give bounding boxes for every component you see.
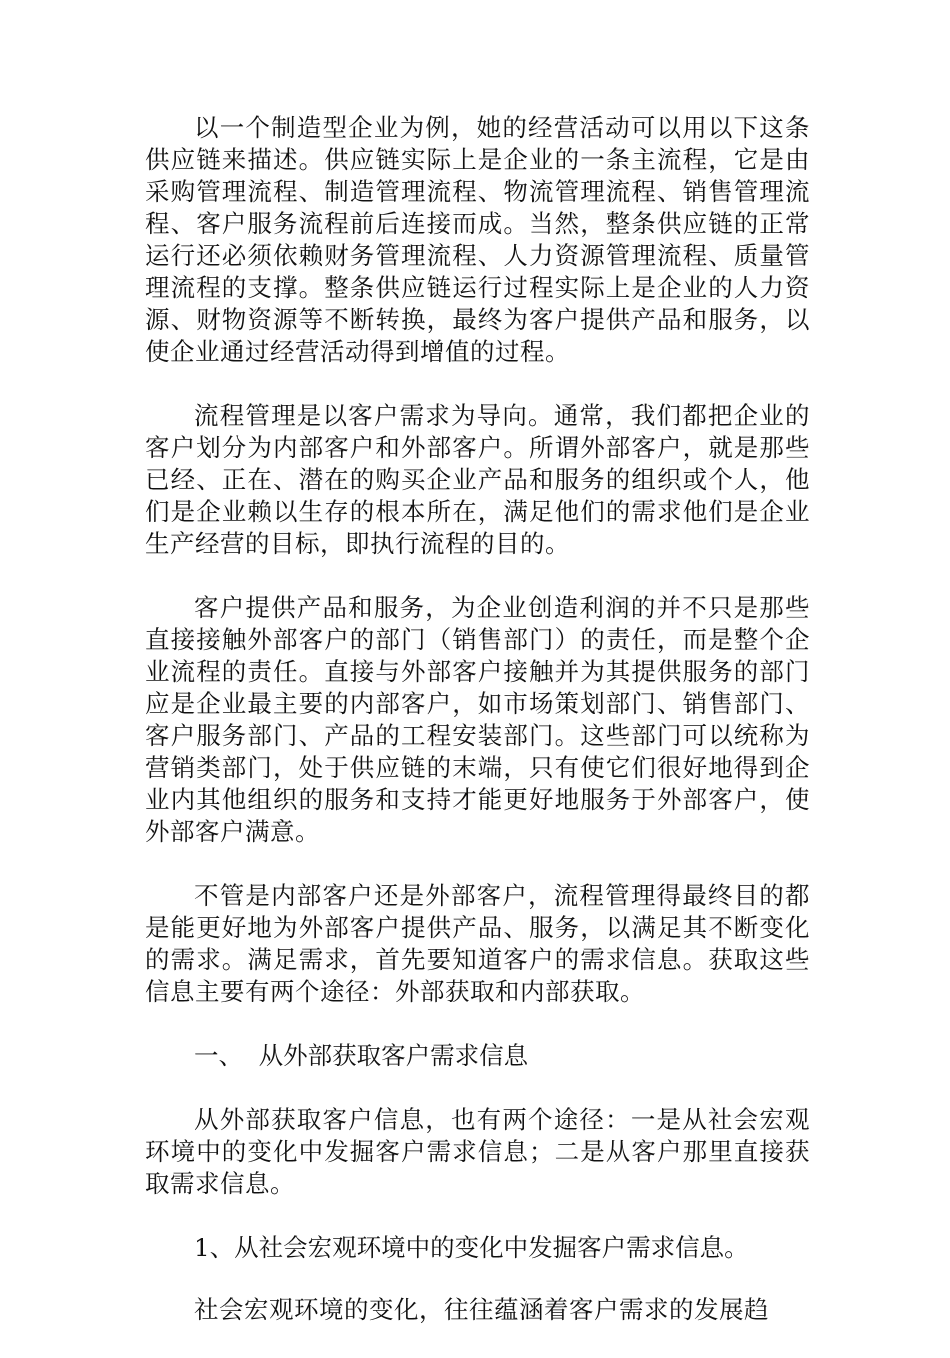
section-heading-external: 一、 从外部获取客户需求信息 <box>194 1041 529 1070</box>
paragraph-supply-chain: 以一个制造型企业为例，她的经营活动可以用以下这条供应链来描述。供应链实际上是企业的一条主流程，它是由采购管理流程、制造管理流程、物流管理流程、销售管理流程、客户服务流程前后连接而成。当然，整条供应链的正常运行还必须依赖财务管理流程、人力资源管理流程、质量管理流程的支撑。整条供应链运行过程实际上是企业的人力资源、财物资源等不断转换，最终为客户提供产品和服务，以使企业通过经营活动得到增值的过程。 <box>145 113 810 366</box>
paragraph-customer-demand: 流程管理是以客户需求为导向。通常，我们都把企业的客户划分为内部客户和外部客户。所谓外部客户，就是那些已经、正在、潜在的购买企业产品和服务的组织或个人，他们是企业赖以生存的根本所在，满足他们的需求他们是企业生产经营的目标，即执行流程的目的。 <box>145 401 810 558</box>
paragraph-whole-process: 客户提供产品和服务，为企业创造利润的并不只是那些直接接触外部客户的部门（销售部门）的责任，而是整个企业流程的责任。直接与外部客户接触并为其提供服务的部门应是企业最主要的内部客户，如市场策划部门、销售部门、客户服务部门、产品的工程安装部门。这些部门可以统称为营销类部门，处于供应链的末端，只有使它们很好地得到企业内其他组织的服务和支持才能更好地服务于外部客户，使外部客户满意。 <box>145 593 810 846</box>
paragraph-macro-environment: 社会宏观环境的变化，往往蕴涵着客户需求的发展趋 <box>194 1295 769 1324</box>
document-page <box>145 112 810 1358</box>
subsection-heading-macro: 1、从社会宏观环境中的变化中发掘客户需求信息。 <box>194 1233 749 1262</box>
paragraph-external-channels: 从外部获取客户信息，也有两个途径：一是从社会宏观环境中的变化中发掘客户需求信息；二是从客户那里直接获取需求信息。 <box>145 1105 810 1198</box>
paragraph-demand-info: 不管是内部客户还是外部客户，流程管理得最终目的都是能更好地为外部客户提供产品、服务，以满足其不断变化的需求。满足需求，首先要知道客户的需求信息。获取这些信息主要有两个途径：外部获取和内部获取。 <box>145 881 810 1006</box>
